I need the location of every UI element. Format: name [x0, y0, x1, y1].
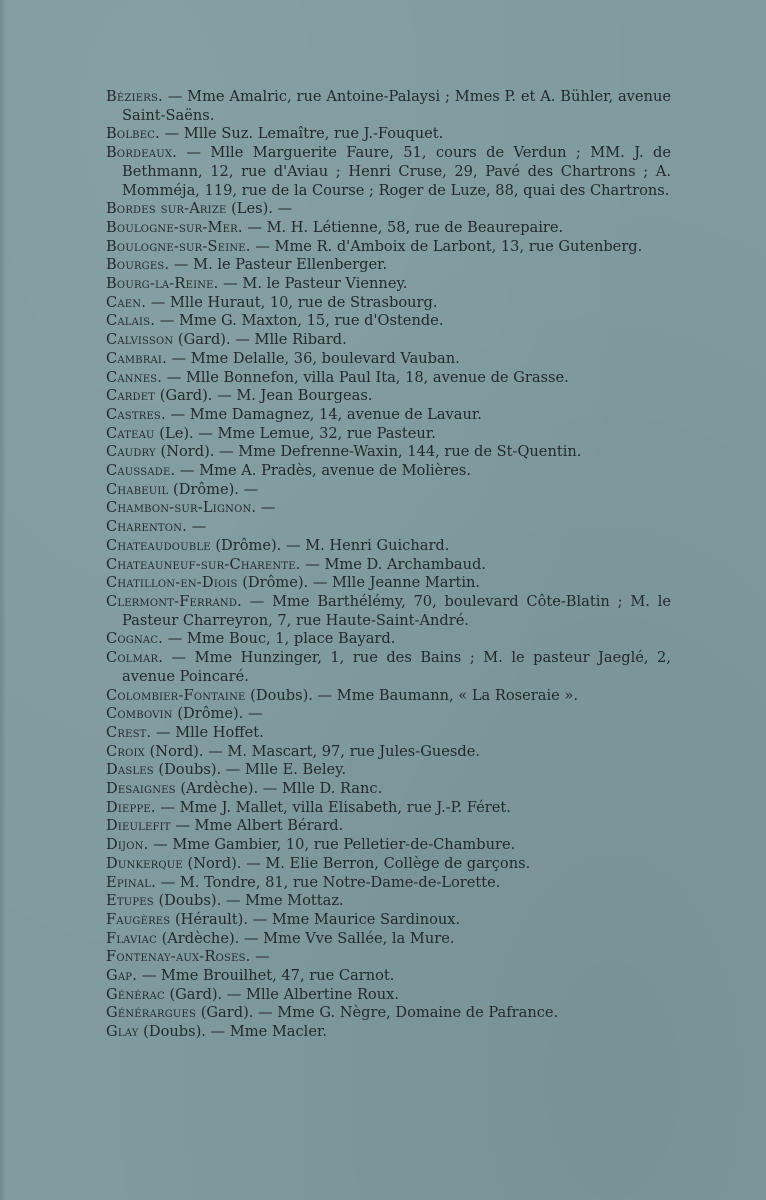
place-name: Etupes [106, 892, 154, 910]
list-entry [106, 350, 671, 369]
entry-details: (Gard). — M. Jean Bourgeas. [155, 387, 373, 405]
entry-details: (Gard). — Mlle Albertine Roux. [164, 985, 399, 1003]
list-entry [106, 462, 671, 481]
entry-details: (Le). — Mme Lemue, 32, rue Pasteur. [154, 424, 436, 442]
list-entry [106, 1023, 671, 1042]
list-entry [106, 238, 671, 257]
place-name: Dieppe. [106, 798, 156, 816]
entry-details: (Doubs). — Mme Macler. [138, 1023, 327, 1041]
entry-details: — Mme Bouc, 1, place Bayard. [163, 630, 396, 648]
place-name: Chatillon-en-Diois [106, 574, 238, 592]
entry-details: — Mme Barthélémy, 70, boulevard Côte-Blatin ; M. le Pasteur Charreyron, 7, rue Haute-Saint-André. [122, 592, 671, 629]
entry-details: (Nord). — M. Mascart, 97, rue Jules-Guesde. [144, 742, 480, 760]
entry-details: (Drôme). — [172, 705, 263, 723]
list-entry [106, 967, 671, 986]
list-entry [106, 986, 671, 1005]
place-name: Combovin [106, 705, 173, 723]
entry-details: — Mme Damagnez, 14, avenue de Lavaur. [165, 405, 482, 423]
list-entry [106, 144, 671, 200]
entry-details: (Doubs). — Mme Mottaz. [153, 892, 344, 910]
entry-details: — Mme D. Archambaud. [300, 555, 487, 573]
place-name: Chambon-sur-Lignon. [106, 499, 257, 517]
place-name: Bordes sur-Arize [106, 200, 227, 218]
list-entry [106, 855, 671, 874]
place-name: Calais. [106, 312, 156, 330]
list-entry [106, 425, 671, 444]
place-name: Cateau [106, 424, 155, 442]
place-name: Bordeaux. [106, 144, 177, 162]
entry-details: — [250, 948, 270, 966]
list-entry [106, 724, 671, 743]
place-name: Charenton. [106, 518, 187, 536]
list-entry [106, 499, 671, 518]
place-name: Desaignes [106, 780, 176, 798]
place-name: Bolbec. [106, 125, 160, 143]
list-entry [106, 219, 671, 238]
list-entry [106, 518, 671, 537]
entry-details: — Mlle Bonnefon, villa Paul Ita, 18, avenue de Grasse. [162, 368, 569, 386]
place-name: Dasles [106, 761, 154, 779]
place-name: Caen. [106, 293, 147, 311]
entry-details: — Mme Albert Bérard. [170, 817, 344, 835]
entry-details: — Mme Brouilhet, 47, rue Carnot. [137, 967, 395, 985]
place-name: Générac [106, 985, 165, 1003]
list-entry [106, 294, 671, 313]
list-entry [106, 948, 671, 967]
list-entry [106, 125, 671, 144]
place-name: Boulogne-sur-Seine. [106, 237, 251, 255]
entry-details: (Drôme). — [168, 480, 259, 498]
list-entry [106, 481, 671, 500]
place-name: Caussade. [106, 462, 176, 480]
entry-details: (Ardèche). — Mme Vve Sallée, la Mure. [156, 929, 455, 947]
place-name: Fontenay-aux-Roses. [106, 948, 251, 966]
place-name: Calvisson [106, 331, 174, 349]
list-entry [106, 892, 671, 911]
entry-details: — Mme J. Mallet, villa Elisabeth, rue J.-P. Féret. [155, 798, 511, 816]
list-entry [106, 836, 671, 855]
list-entry [106, 1004, 671, 1023]
place-name: Chateaudouble [106, 536, 211, 554]
list-entry [106, 406, 671, 425]
list-entry [106, 331, 671, 350]
place-name: Boulogne-sur-Mer. [106, 218, 243, 236]
entry-details: — Mme Hunzinger, 1, rue des Bains ; M. le pasteur Jaeglé, 2, avenue Poincaré. [122, 649, 671, 685]
place-name: Colombier-Fontaine [106, 686, 246, 704]
place-name: Croix [106, 742, 145, 760]
entry-details: (Drôme). — Mlle Jeanne Martin. [237, 574, 481, 592]
list-entry [106, 799, 671, 818]
list-entry [106, 817, 671, 836]
entry-details: — [186, 518, 207, 536]
entry-details: (Ardèche). — Mlle D. Ranc. [175, 780, 383, 798]
entry-details: — Mme Amalric, rue Antoine-Palaysi ; Mmes P. et A. Bühler, avenue Saint-Saëns. [122, 88, 671, 124]
place-name: Générargues [106, 1004, 197, 1022]
place-name: Dijon. [106, 836, 149, 854]
entry-details: (Nord). — M. Elie Berron, Collège de garçons. [182, 854, 531, 872]
entry-details: — Mlle Huraut, 10, rue de Strasbourg. [146, 293, 438, 311]
place-name: Chateauneuf-sur-Charente. [106, 555, 301, 573]
list-entry [106, 443, 671, 462]
entry-details: (Les). — [226, 200, 293, 218]
list-entry [106, 200, 671, 219]
list-entry [106, 275, 671, 294]
entry-details: (Nord). — Mme Defrenne-Waxin, 144, rue de St-Quentin. [155, 443, 582, 461]
place-name: Clermont-Ferrand. [106, 592, 242, 610]
entry-details: — Mme Gambier, 10, rue Pelletier-de-Chambure. [148, 836, 516, 854]
entry-details: (Doubs). — Mlle E. Beley. [153, 761, 347, 779]
entry-details: — Mme G. Maxton, 15, rue d'Ostende. [155, 312, 444, 330]
list-entry [106, 537, 671, 556]
entry-details: — [256, 499, 276, 517]
list-entry [106, 593, 671, 630]
place-name: Chabeuil [106, 480, 169, 498]
entry-details: (Gard). — Mme G. Nègre, Domaine de Pafrance. [196, 1004, 559, 1022]
place-name: Cambrai. [106, 349, 167, 367]
place-name: Epinal. [106, 873, 156, 891]
place-name: Bourg-la-Reine. [106, 275, 219, 293]
place-name: Dunkerque [106, 854, 183, 872]
directory-list [106, 88, 671, 1042]
place-name: Castres. [106, 405, 166, 423]
list-entry [106, 687, 671, 706]
place-name: Cannes. [106, 368, 163, 386]
list-entry [106, 387, 671, 406]
entry-details: — Mlle Suz. Lemaître, rue J.-Fouquet. [159, 125, 444, 143]
place-name: Faugères [106, 910, 171, 928]
entry-details: — Mme Delalle, 36, boulevard Vauban. [166, 349, 460, 367]
entry-details: (Gard). — Mlle Ribard. [173, 331, 347, 349]
place-name: Caudry [106, 443, 156, 461]
place-name: Flaviac [106, 929, 157, 947]
list-entry [106, 256, 671, 275]
list-entry [106, 761, 671, 780]
entry-details: — Mme A. Pradès, avenue de Molières. [175, 462, 472, 480]
place-name: Crest. [106, 723, 152, 741]
place-name: Cardet [106, 387, 156, 405]
list-entry [106, 930, 671, 949]
entry-details: — Mlle Hoffet. [151, 723, 264, 741]
place-name: Béziers. [106, 88, 163, 105]
list-entry [106, 911, 671, 930]
place-name: Bourges. [106, 256, 170, 274]
entry-details: (Doubs). — Mme Baumann, « La Roseraie ». [245, 686, 578, 704]
entry-details: — M. Tondre, 81, rue Notre-Dame-de-Lorette. [155, 873, 501, 891]
place-name: Dieulefit [106, 817, 171, 835]
entry-details: — M. le Pasteur Ellenberger. [169, 256, 388, 274]
place-name: Cognac. [106, 630, 164, 648]
list-entry [106, 88, 671, 125]
list-entry [106, 649, 671, 686]
list-entry [106, 780, 671, 799]
place-name: Colmar. [106, 649, 164, 667]
list-entry [106, 369, 671, 388]
list-entry [106, 630, 671, 649]
place-name: Gap. [106, 967, 138, 985]
list-entry [106, 574, 671, 593]
place-name: Glay [106, 1023, 139, 1041]
list-entry [106, 705, 671, 724]
entry-details: — Mme R. d'Amboix de Larbont, 13, rue Gutenberg. [250, 237, 643, 255]
entry-details: — M. le Pasteur Vienney. [218, 275, 408, 293]
page-edge-shadow [0, 0, 6, 1200]
list-entry [106, 312, 671, 331]
entry-details: (Drôme). — M. Henri Guichard. [210, 536, 450, 554]
entry-details: — Mlle Marguerite Faure, 51, cours de Verdun ; MM. J. de Bethmann, 12, rue d'Aviau ; Henri Cruse, 29, Pavé des Chartrons ; A. Momméja, 119, rue de la Course ; Roger de Luze, 88, quai des Chartrons. [122, 144, 671, 199]
list-entry [106, 874, 671, 893]
list-entry [106, 556, 671, 575]
entry-details: (Hérault). — Mme Maurice Sardinoux. [170, 910, 461, 928]
entry-details: — M. H. Létienne, 58, rue de Beaurepaire. [242, 218, 564, 236]
list-entry [106, 743, 671, 762]
